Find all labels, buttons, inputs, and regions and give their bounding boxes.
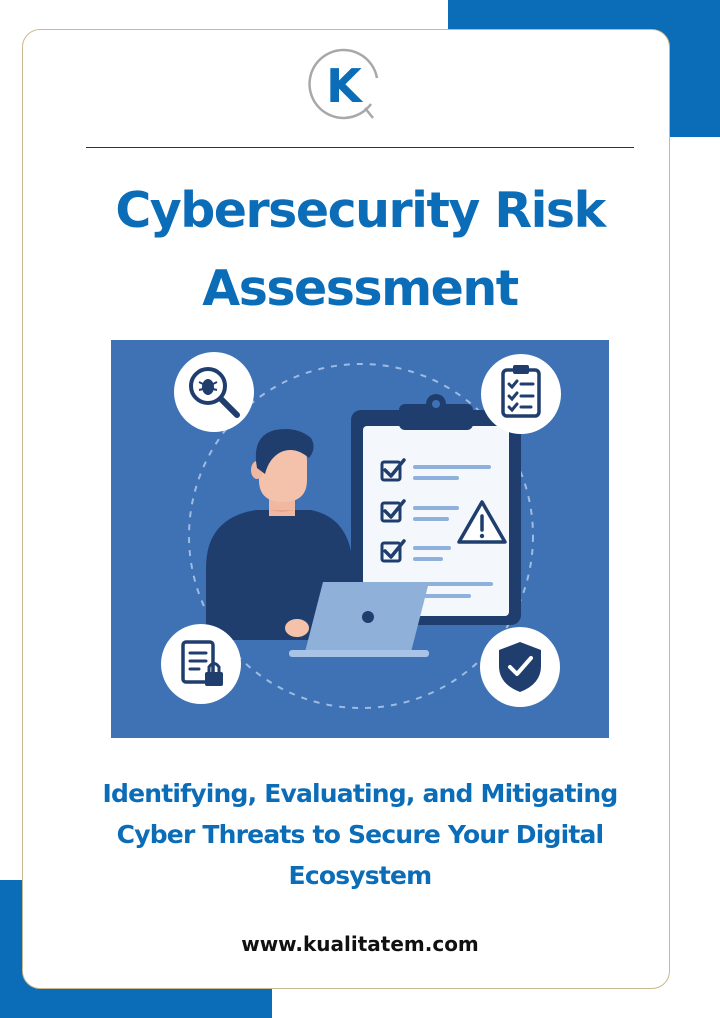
- website-url: www.kualitatem.com: [241, 932, 479, 956]
- page-subtitle: [50, 773, 670, 896]
- header-divider: [86, 147, 634, 148]
- subtitle-line-3: Ecosystem: [288, 861, 432, 890]
- subtitle-line-2: Cyber Threats to Secure Your Digital: [116, 820, 604, 849]
- kualitatem-logo-icon: [301, 42, 387, 128]
- title-line-2: Assessment: [202, 260, 518, 317]
- shield-check-icon: [480, 627, 560, 707]
- logo-letter: K: [326, 59, 362, 113]
- page-title: [60, 172, 660, 328]
- locked-document-icon: [161, 624, 241, 704]
- title-line-1: Cybersecurity Risk: [115, 182, 605, 239]
- bug-search-icon: [174, 352, 254, 432]
- hero-illustration: [111, 340, 609, 738]
- checklist-icon: [481, 354, 561, 434]
- subtitle-line-1: Identifying, Evaluating, and Mitigating: [102, 779, 618, 808]
